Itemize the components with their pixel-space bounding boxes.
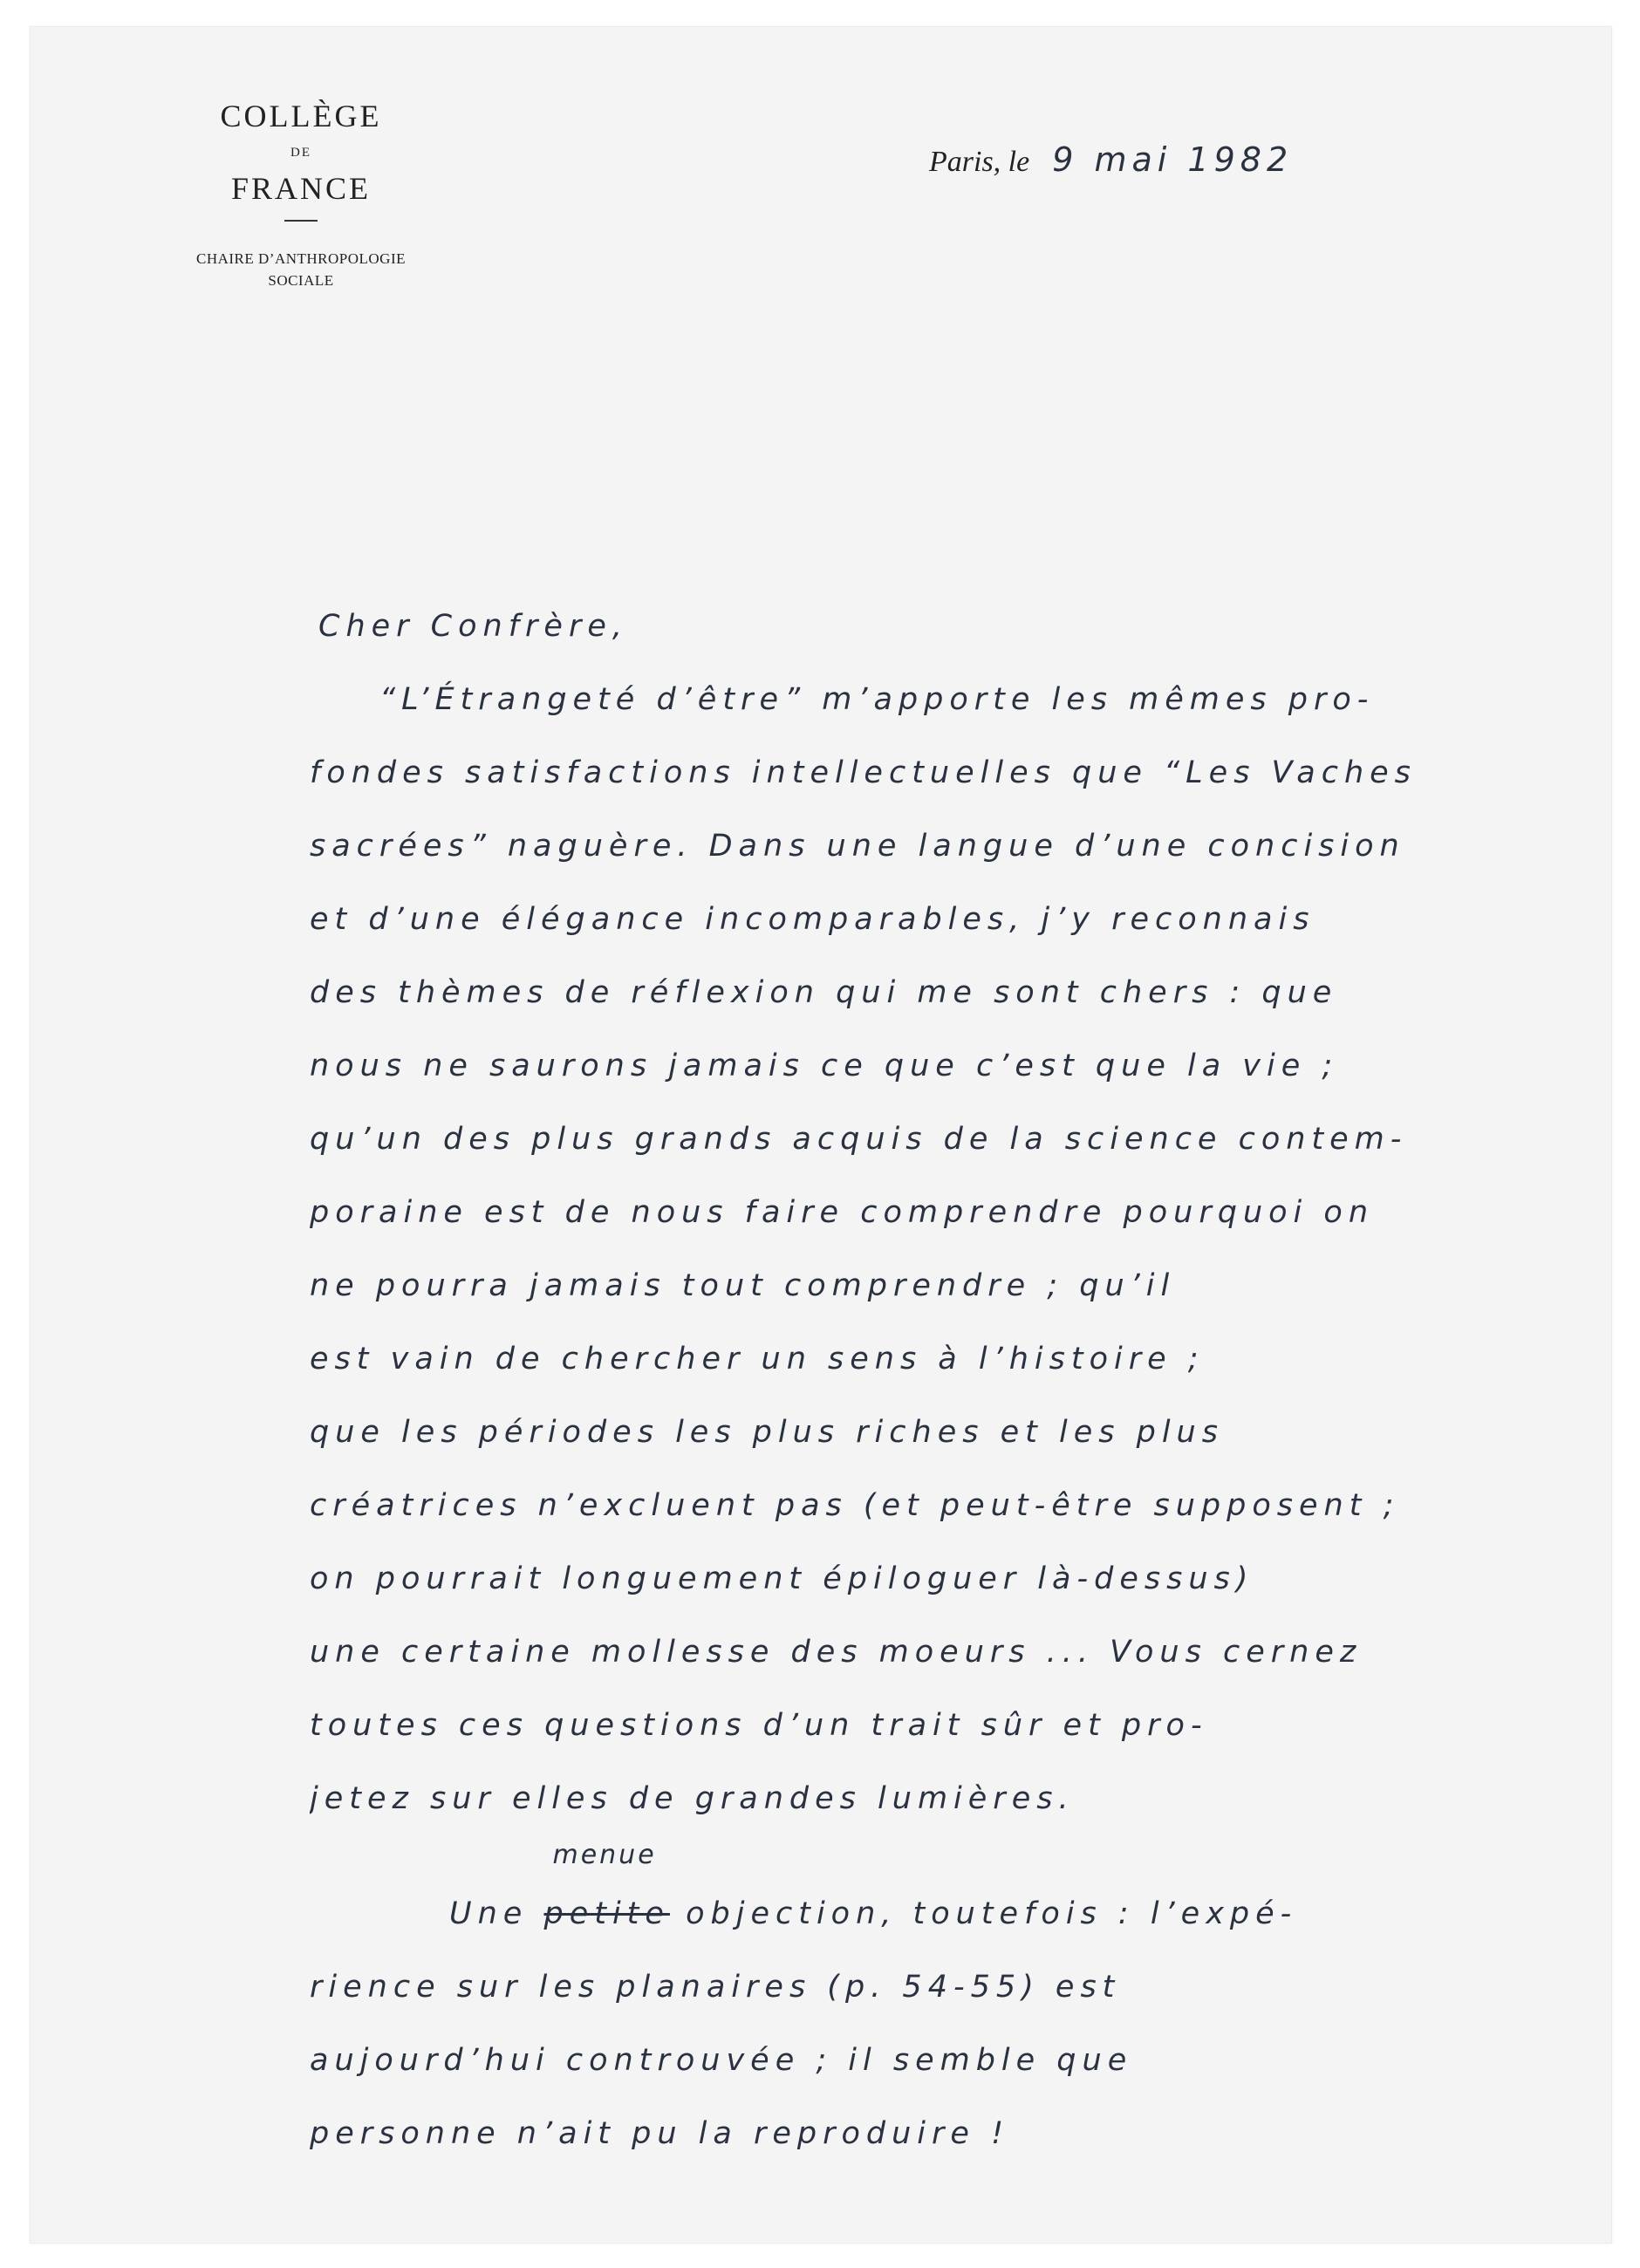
letter-line: et d’une élégance incomparables, j’y reconnais: [310, 902, 1315, 937]
letter-line: qu’un des plus grands acquis de la science contem-: [310, 1122, 1408, 1157]
letter-line: est vain de chercher un sens à l’histoire ;: [310, 1342, 1205, 1377]
letter-line: aujourd’hui controuvée ; il semble que: [310, 2043, 1133, 2078]
letter-body: [310, 590, 1575, 2170]
letter-line: ne pourra jamais tout comprendre ; qu’il: [310, 1268, 1176, 1303]
objection-rest: objection, toutefois : l’expé-: [686, 1896, 1298, 1931]
letterhead: [161, 97, 441, 291]
salutation: Cher Confrère,: [318, 609, 628, 644]
letter-line: créatrices n’excluent pas (et peut-être supposent ;: [310, 1488, 1400, 1523]
letter-line: “L’Étrangeté d’être” m’apporte les mêmes pro-: [379, 682, 1375, 717]
letter-page: [30, 26, 1612, 2244]
struck-word: petite: [543, 1896, 670, 1931]
letterhead-rule: [284, 220, 318, 222]
dateline-handwritten-date: 9 mai 1982: [1052, 140, 1294, 179]
letter-line: on pourrait longuement épiloguer là-dessus): [310, 1561, 1254, 1596]
letter-line: poraine est de nous faire comprendre pourquoi on: [310, 1195, 1375, 1230]
letter-line: une certaine mollesse des moeurs ... Vous cernez: [310, 1635, 1363, 1670]
letterhead-chair-line1: CHAIRE D’ANTHROPOLOGIE: [195, 250, 406, 267]
letterhead-de: DE: [290, 146, 311, 160]
letter-line: fondes satisfactions intellectuelles que “Les Vaches: [310, 755, 1417, 790]
letter-line: que les périodes les plus riches et les plus: [310, 1415, 1224, 1450]
objection-line: [449, 1840, 1575, 1950]
letterhead-chair-line2: SOCIALE: [268, 272, 334, 289]
letter-line: rience sur les planaires (p. 54-55) est: [310, 1970, 1121, 2005]
dateline-printed: Paris, le: [929, 146, 1030, 178]
inserted-word: menue: [552, 1840, 657, 1870]
letter-line: personne n’ait pu la reproduire !: [310, 2116, 1010, 2151]
dateline: [929, 140, 1293, 179]
correction: [543, 1840, 670, 1950]
letter-line: nous ne saurons jamais ce que c’est que la vie ;: [310, 1049, 1339, 1083]
letterhead-institution-line1: COLLÈGE: [220, 99, 382, 133]
letterhead-institution-line2: FRANCE: [230, 171, 372, 206]
letter-line: toutes ces questions d’un trait sûr et pro-: [310, 1708, 1208, 1743]
objection-start: Une: [449, 1896, 529, 1931]
letter-line: jetez sur elles de grandes lumières.: [310, 1781, 1075, 1816]
letter-line: des thèmes de réflexion qui me sont chers : que: [310, 975, 1338, 1010]
letter-line: sacrées” naguère. Dans une langue d’une concision: [310, 829, 1405, 864]
